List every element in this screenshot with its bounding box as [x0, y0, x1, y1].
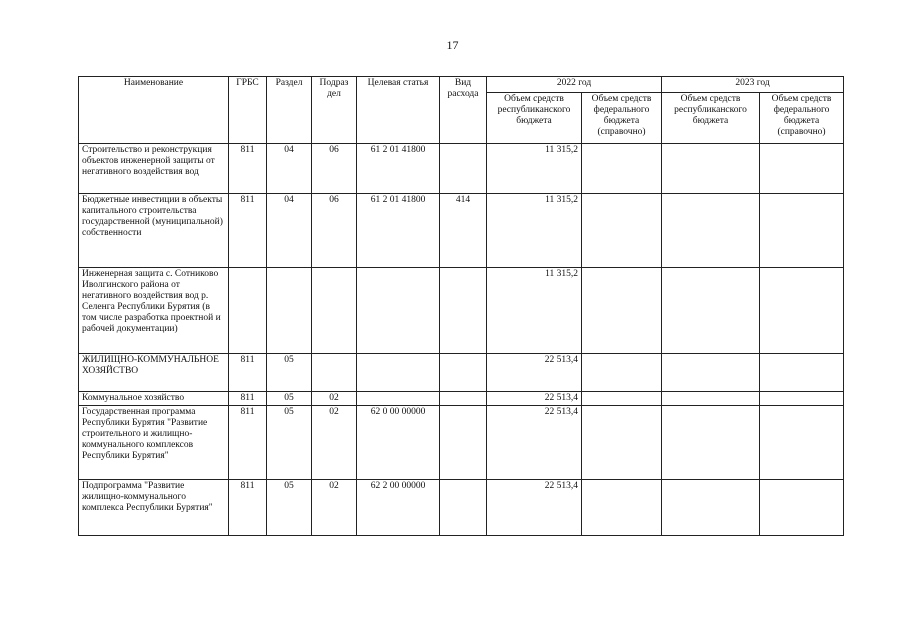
row-grbs: 811: [229, 144, 267, 194]
table-row: [79, 144, 844, 194]
row-subsection: 06: [312, 144, 357, 194]
row-name: Подпрограмма "Развитие жилищно-коммунального комплекса Республики Бурятия": [79, 480, 229, 536]
row-2023-republican: [662, 268, 760, 354]
header-2023-republican: Объем средств республиканского бюджета: [662, 93, 760, 144]
row-section: 04: [267, 194, 312, 268]
row-2023-federal: [760, 406, 844, 480]
row-2023-republican: [662, 480, 760, 536]
row-2022-republican: 22 513,4: [487, 406, 582, 480]
row-subsection: 02: [312, 392, 357, 406]
row-name: Бюджетные инвестиции в объекты капитального строительства государственной (муниципальной) собственности: [79, 194, 229, 268]
row-section: 05: [267, 392, 312, 406]
row-2023-federal: [760, 268, 844, 354]
row-2023-federal: [760, 392, 844, 406]
header-name: Наименование: [79, 77, 229, 144]
row-subsection: [312, 268, 357, 354]
budget-table: [78, 76, 844, 536]
row-2023-federal: [760, 194, 844, 268]
row-article: 62 0 00 00000: [357, 406, 440, 480]
row-grbs: 811: [229, 480, 267, 536]
row-article: 62 2 00 00000: [357, 480, 440, 536]
row-subsection: 06: [312, 194, 357, 268]
row-section: 05: [267, 480, 312, 536]
row-2022-federal: [582, 194, 662, 268]
row-2023-republican: [662, 392, 760, 406]
header-2022-federal: Объем средств федерального бюджета (справочно): [582, 93, 662, 144]
row-2023-republican: [662, 354, 760, 392]
header-2022-republican: Объем средств республиканского бюджета: [487, 93, 582, 144]
row-expense-type: [440, 268, 487, 354]
table-row: [79, 354, 844, 392]
row-grbs: 811: [229, 194, 267, 268]
row-2022-federal: [582, 354, 662, 392]
header-section: Раздел: [267, 77, 312, 144]
row-grbs: 811: [229, 354, 267, 392]
row-grbs: 811: [229, 392, 267, 406]
page-number: 17: [446, 38, 459, 52]
row-expense-type: [440, 354, 487, 392]
row-expense-type: [440, 406, 487, 480]
table-row: [79, 392, 844, 406]
row-2022-republican: 22 513,4: [487, 354, 582, 392]
row-subsection: 02: [312, 480, 357, 536]
header-2023-federal: Объем средств федерального бюджета (справочно): [760, 93, 844, 144]
row-2023-federal: [760, 144, 844, 194]
row-article: [357, 268, 440, 354]
row-2022-republican: 11 315,2: [487, 144, 582, 194]
row-2022-republican: 11 315,2: [487, 268, 582, 354]
row-article: [357, 354, 440, 392]
row-2023-republican: [662, 406, 760, 480]
row-expense-type: [440, 144, 487, 194]
row-article: [357, 392, 440, 406]
row-2023-federal: [760, 354, 844, 392]
row-2022-federal: [582, 268, 662, 354]
row-2023-republican: [662, 144, 760, 194]
header-year-2023: 2023 год: [662, 77, 844, 93]
header-grbs: ГРБС: [229, 77, 267, 144]
row-2022-republican: 22 513,4: [487, 480, 582, 536]
row-article: 61 2 01 41800: [357, 194, 440, 268]
header-year-2022: 2022 год: [487, 77, 662, 93]
row-2022-republican: 11 315,2: [487, 194, 582, 268]
header-target-article: Целевая статья: [357, 77, 440, 144]
table-row: [79, 480, 844, 536]
row-grbs: 811: [229, 406, 267, 480]
row-expense-type: 414: [440, 194, 487, 268]
row-2023-federal: [760, 480, 844, 536]
row-subsection: 02: [312, 406, 357, 480]
row-expense-type: [440, 480, 487, 536]
table-row: [79, 268, 844, 354]
table-row: [79, 406, 844, 480]
header-expense-type: Вид расхода: [440, 77, 487, 144]
row-grbs: [229, 268, 267, 354]
row-2022-federal: [582, 406, 662, 480]
row-section: 04: [267, 144, 312, 194]
row-section: 05: [267, 406, 312, 480]
row-name: Коммунальное хозяйство: [79, 392, 229, 406]
row-2022-federal: [582, 392, 662, 406]
row-2022-republican: 22 513,4: [487, 392, 582, 406]
row-name: Строительство и реконструкция объектов инженерной защиты от негативного воздействия вод: [79, 144, 229, 194]
row-expense-type: [440, 392, 487, 406]
row-subsection: [312, 354, 357, 392]
row-name: Инженерная защита с. Сотниково Иволгинского района от негативного воздействия вод р. Селенга Республики Бурятия (в том числе разработка проектной и рабочей документации): [79, 268, 229, 354]
row-article: 61 2 01 41800: [357, 144, 440, 194]
row-2022-federal: [582, 144, 662, 194]
row-section: 05: [267, 354, 312, 392]
header-subsection: Подраз дел: [312, 77, 357, 144]
row-2023-republican: [662, 194, 760, 268]
row-2022-federal: [582, 480, 662, 536]
row-name: Государственная программа Республики Бурятия "Развитие строительного и жилищно-коммунального комплексов Республики Бурятия": [79, 406, 229, 480]
row-name: ЖИЛИЩНО-КОММУНАЛЬНОЕ ХОЗЯЙСТВО: [79, 354, 229, 392]
row-section: [267, 268, 312, 354]
table-row: [79, 194, 844, 268]
